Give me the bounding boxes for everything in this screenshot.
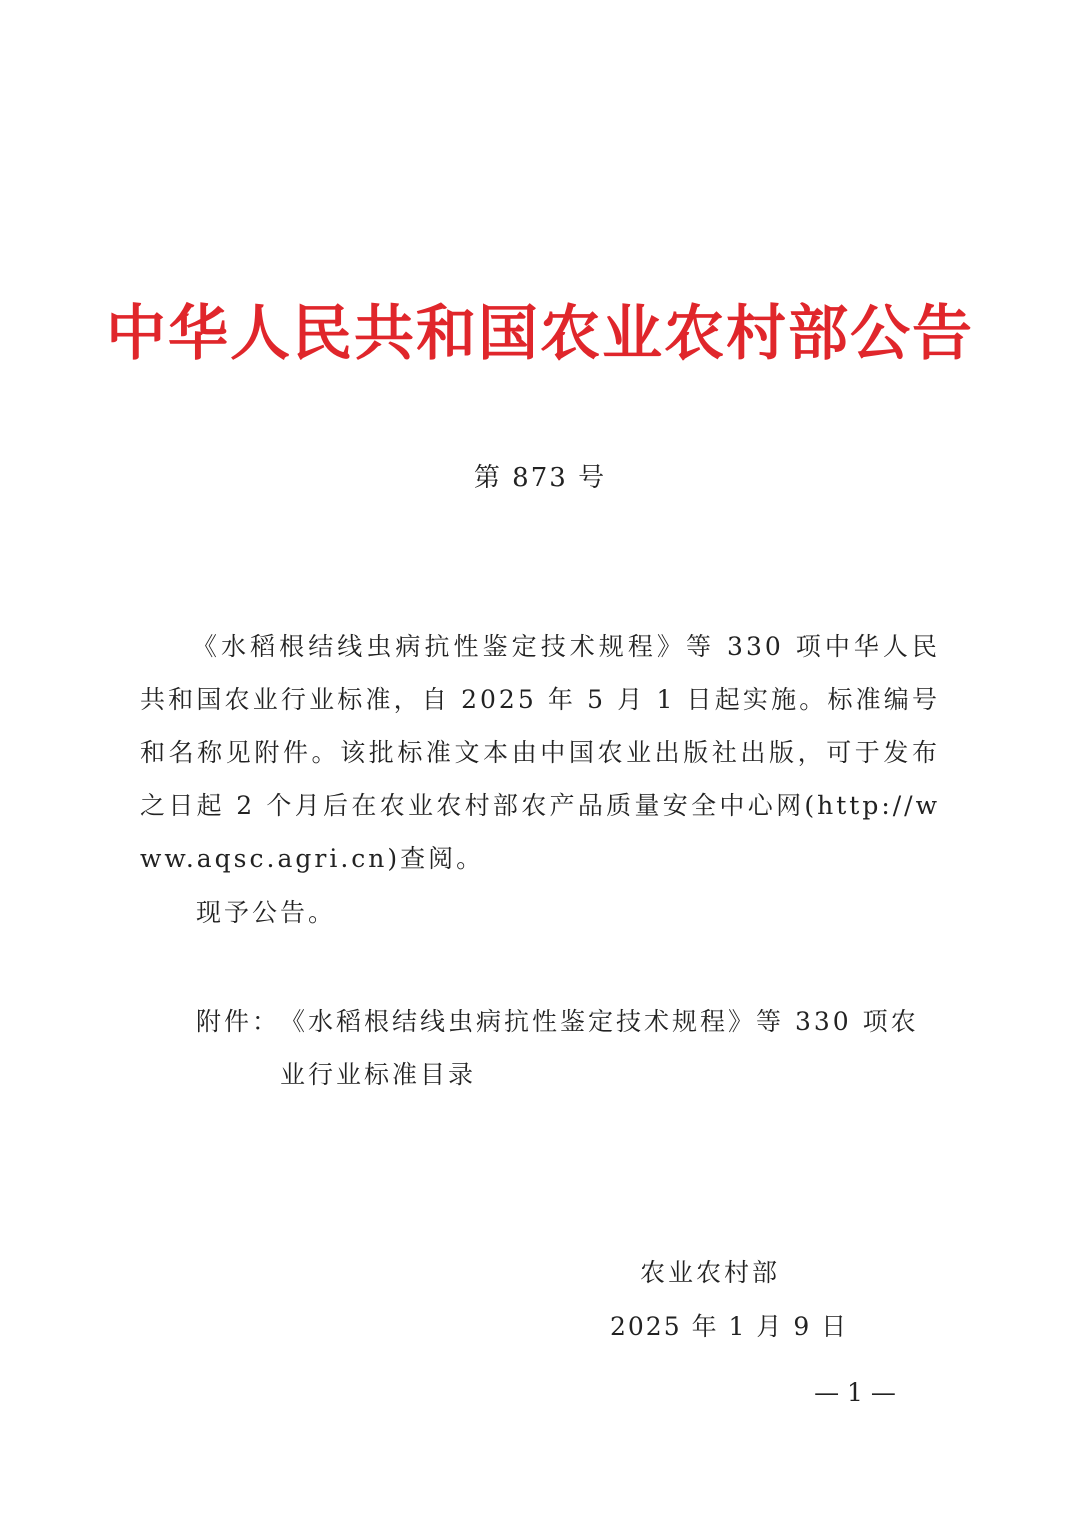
announcement-number: 第 873 号: [473, 463, 607, 493]
announcement-title: 中华人民共和国农业农村部公告: [106, 299, 974, 369]
announcement-body: 《水稻根结线虫病抗性鉴定技术规程》等 330 项中华人民共和国农业行业标准，自 2025 年 5 月 1 日起实施。标准编号和名称见附件。该批标准文本由中国农业出版社出版，可于发布之日起 2 个月后在农业农村部农产品质量安全中心网(http://www.aqsc.agri.cn)查阅。: [140, 632, 940, 873]
attachment-label: 附件：: [196, 1007, 281, 1036]
issuer-name: 农业农村部: [640, 1258, 781, 1287]
announcement-closing: 现予公告。: [196, 898, 337, 927]
page-number: — 1 —: [814, 1378, 896, 1407]
attachment-text: 《水稻根结线虫病抗性鉴定技术规程》等 330 项农业行业标准目录: [280, 1007, 919, 1089]
attachment-section: [196, 995, 940, 1101]
issue-date: 2025 年 1 月 9 日: [610, 1312, 849, 1341]
attachment-row: [196, 995, 940, 1101]
